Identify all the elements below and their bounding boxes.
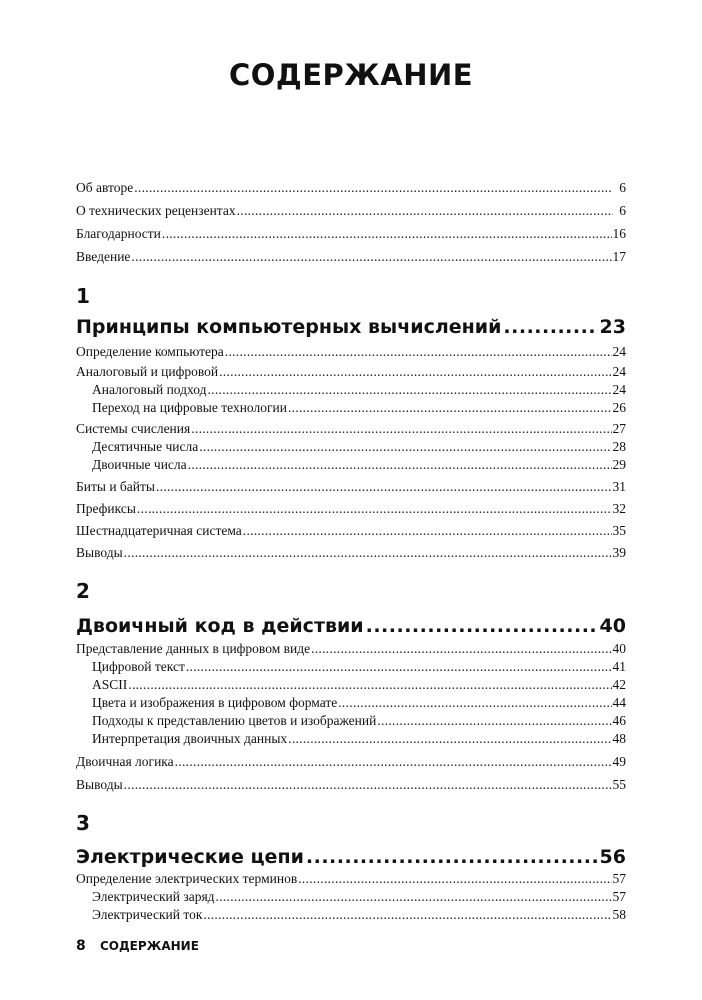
toc-entry[interactable] [76, 478, 626, 496]
toc-entry[interactable] [76, 753, 626, 771]
toc-entry[interactable] [76, 225, 626, 243]
leader-dots [131, 248, 611, 266]
chapter-entries [76, 343, 626, 562]
chapter-page: 40 [599, 615, 626, 637]
page-title: СОДЕРЖАНИЕ [228, 58, 474, 92]
leader-dots [188, 456, 612, 474]
chapter-heading[interactable] [76, 614, 626, 638]
leader-dots [377, 712, 611, 730]
toc-entry-label: Благодарности [76, 226, 161, 241]
toc-entry[interactable] [76, 522, 626, 540]
toc-entry-label: Двоичная логика [76, 754, 174, 769]
toc-entry[interactable] [76, 640, 626, 658]
toc-entry-page: 32 [612, 501, 626, 516]
toc-entry-label: Биты и байты [76, 479, 155, 494]
chapter-heading[interactable] [76, 315, 626, 339]
toc-entry[interactable] [76, 363, 626, 381]
toc-entry-label: Префиксы [76, 501, 136, 516]
toc-entry[interactable] [76, 544, 626, 562]
toc-entry-page: 55 [612, 777, 626, 792]
toc-entry-page: 46 [612, 713, 626, 728]
toc-entry-page: 28 [612, 439, 626, 454]
toc-entry[interactable] [76, 500, 626, 518]
chapter-entries [76, 870, 626, 924]
toc-entry-label: Аналоговый и цифровой [76, 364, 219, 379]
toc-entry-page: 41 [612, 659, 626, 674]
toc-entry-label: Представление данных в цифровом виде [76, 641, 311, 656]
toc-subentry[interactable] [76, 658, 626, 676]
leader-dots [134, 179, 613, 197]
toc-entry-label: Переход на цифровые технологии [92, 400, 287, 415]
front-matter-list [76, 179, 626, 266]
chapter-number: 2 [76, 579, 90, 603]
leader-dots [124, 544, 612, 562]
toc-entry-page: 24 [612, 364, 626, 379]
toc-subentry[interactable] [76, 694, 626, 712]
leader-dots [243, 522, 612, 540]
leader-dots [298, 870, 611, 888]
toc-entry-label: Цвета и изображения в цифровом формате [92, 695, 338, 710]
chapter-title: Электрические цепи [76, 846, 304, 868]
chapter-title: Двоичный код в действии [76, 615, 364, 637]
leader-dots [288, 730, 611, 748]
toc-entry-page: 6 [619, 180, 626, 195]
chapter-number: 1 [76, 284, 90, 308]
toc-entry-page: 42 [612, 677, 626, 692]
toc-entry-label: Шестнадцатеричная система [76, 523, 242, 538]
toc-entry-label: Определение компьютера [76, 344, 224, 359]
leader-dots [503, 315, 597, 339]
chapter-entries [76, 640, 626, 794]
toc-subentry[interactable] [76, 906, 626, 924]
leader-dots [203, 906, 611, 924]
toc-entry-page: 17 [612, 249, 626, 264]
toc-entry-page: 39 [612, 545, 626, 560]
toc-entry-page: 31 [612, 479, 626, 494]
leader-dots [191, 420, 611, 438]
toc-subentry[interactable] [76, 399, 626, 417]
toc-entry[interactable] [76, 202, 626, 220]
toc-entry[interactable] [76, 870, 626, 888]
toc-entry-page: 27 [612, 421, 626, 436]
leader-dots [338, 694, 611, 712]
toc-entry[interactable] [76, 248, 626, 266]
toc-subentry[interactable] [76, 888, 626, 906]
leader-dots [219, 363, 611, 381]
chapter-page: 56 [599, 846, 626, 868]
toc-entry[interactable] [76, 776, 626, 794]
leader-dots [225, 343, 612, 361]
toc-entry-label: Интерпретация двоичных данных [92, 731, 288, 746]
leader-dots [237, 202, 613, 220]
toc-entry-page: 6 [619, 203, 626, 218]
leader-dots [311, 640, 611, 658]
toc-entry-page: 24 [612, 382, 626, 397]
toc-entry-label: Десятичные числа [92, 439, 199, 454]
toc-entry-page: 44 [612, 695, 626, 710]
toc-entry-label: О технических рецензентах [76, 203, 236, 218]
toc-entry-label: Введение [76, 249, 131, 264]
toc-entry[interactable] [76, 179, 626, 197]
toc-entry-label: Системы счисления [76, 421, 191, 436]
chapter-page: 23 [599, 316, 626, 338]
toc-subentry[interactable] [76, 381, 626, 399]
leader-dots [124, 776, 612, 794]
toc-entry-label: Электрический ток [92, 907, 203, 922]
toc-entry-page: 26 [612, 400, 626, 415]
toc-entry-label: Определение электрических терминов [76, 871, 298, 886]
toc-entry[interactable] [76, 420, 626, 438]
toc-entry-label: Выводы [76, 545, 123, 560]
toc-entry-page: 48 [612, 731, 626, 746]
toc-subentry[interactable] [76, 730, 626, 748]
toc-subentry[interactable] [76, 676, 626, 694]
toc-entry-page: 57 [612, 889, 626, 904]
leader-dots [175, 753, 612, 771]
toc-subentry[interactable] [76, 456, 626, 474]
toc-entry-page: 49 [612, 754, 626, 769]
chapter-heading[interactable] [76, 845, 626, 869]
toc-entry-page: 40 [612, 641, 626, 656]
footer-page-number: 8 [76, 938, 86, 954]
toc-entry-label: Об авторе [76, 180, 134, 195]
toc-entry[interactable] [76, 343, 626, 361]
toc-entry-label: Электрический заряд [92, 889, 215, 904]
leader-dots [288, 399, 612, 417]
leader-dots [208, 381, 612, 399]
toc-entry-page: 35 [612, 523, 626, 538]
toc-entry-page: 16 [612, 226, 626, 241]
toc-entry-label: Двоичные числа [92, 457, 187, 472]
chapter-number: 3 [76, 811, 90, 835]
toc-entry-label: ASCII [92, 677, 128, 692]
leader-dots [162, 225, 612, 243]
page-footer [76, 938, 199, 954]
leader-dots [306, 845, 598, 869]
toc-subentry[interactable] [76, 712, 626, 730]
toc-entry-page: 58 [612, 907, 626, 922]
leader-dots [199, 438, 611, 456]
toc-entry-label: Выводы [76, 777, 123, 792]
leader-dots [186, 658, 612, 676]
leader-dots [366, 614, 598, 638]
leader-dots [156, 478, 612, 496]
toc-entry-page: 57 [612, 871, 626, 886]
leader-dots [128, 676, 611, 694]
toc-entry-page: 24 [612, 344, 626, 359]
chapter-title: Принципы компьютерных вычислений [76, 316, 502, 338]
toc-entry-label: Подходы к представлению цветов и изображений [92, 713, 377, 728]
toc-entry-label: Цифровой текст [92, 659, 185, 674]
toc-entry-label: Аналоговый подход [92, 382, 207, 397]
leader-dots [137, 500, 612, 518]
toc-subentry[interactable] [76, 438, 626, 456]
toc-entry-page: 29 [612, 457, 626, 472]
leader-dots [216, 888, 612, 906]
running-head: СОДЕРЖАНИЕ [99, 939, 199, 953]
